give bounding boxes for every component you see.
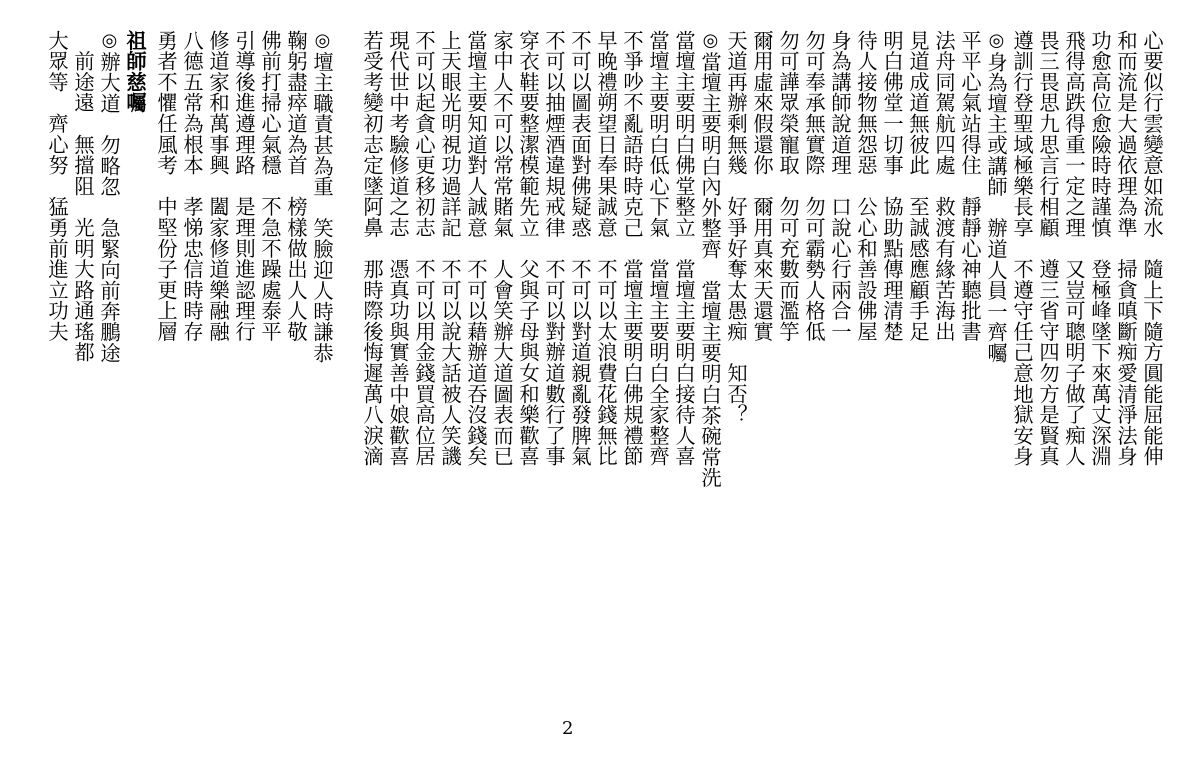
verse-phrase: 當壇主要明白內外整齊 (698, 51, 722, 260)
text-column (541, 30, 567, 467)
text-column (983, 30, 1009, 363)
verse-phrase: 當壇主要明白佛規禮節 (620, 258, 644, 467)
phrase-gap (724, 176, 748, 197)
verse-phrase: 畏三畏思九思言行相顧 (1036, 30, 1060, 238)
phrase-gap (232, 176, 256, 197)
verse-phrase: 不爭吵不亂語時時克己 (620, 30, 644, 238)
verse-phrase: 不遵守任己意地獄安身 (1010, 258, 1034, 467)
text-column (905, 30, 931, 342)
verse-phrase: 辦大道 (97, 51, 121, 114)
bullet-mark: ◎ (700, 30, 721, 52)
text-column (567, 30, 593, 467)
verse-phrase: 勿可充數而濫竽 (776, 196, 800, 342)
text-column (283, 30, 309, 342)
text-column (44, 30, 70, 342)
verse-phrase: 當壇主要明白佛堂整立 (672, 30, 696, 238)
verse-phrase: 平平心氣站得住 (958, 30, 982, 176)
verse-phrase: 不可以對道親亂發脾氣 (568, 258, 592, 467)
text-column (697, 30, 723, 488)
phrase-gap (45, 176, 69, 197)
indent-space (71, 30, 95, 51)
verse-phrase: 修道家和萬事興 (206, 30, 230, 176)
verse-phrase: 早晚禮朔望日奉果誠意 (594, 30, 618, 238)
verse-phrase: 掃貪嗔斷痴愛清淨法身 (1114, 258, 1138, 467)
phrase-gap (1036, 238, 1060, 259)
verse-phrase: 大眾等 (45, 30, 69, 93)
page-number: 2 (562, 718, 574, 739)
verse-phrase: 遵三省守四勿方是賢真 (1036, 258, 1060, 467)
verse-phrase: 救渡有緣苦海出 (932, 196, 956, 342)
text-column (1035, 30, 1061, 467)
phrase-gap (71, 113, 95, 134)
verse-phrase: 公心和善設佛屋 (854, 196, 878, 342)
text-column (385, 30, 411, 467)
phrase-gap (154, 176, 178, 197)
verse-phrase: 壇主職責甚為重 (310, 51, 334, 198)
verse-phrase: 引導後進遵理路 (232, 30, 256, 176)
text-column (723, 30, 749, 425)
text-column (359, 30, 385, 467)
verse-phrase: 知否？ (724, 362, 748, 426)
phrase-gap (1140, 238, 1164, 259)
phrase-gap (310, 197, 334, 218)
text-column (515, 30, 541, 467)
phrase-gap (258, 176, 282, 197)
verse-phrase: 八德五常為根本 (180, 30, 204, 176)
verse-phrase: 和而流是大過依理為準 (1114, 30, 1138, 238)
verse-phrase: 至誠感應顧手足 (906, 196, 930, 342)
phrase-gap (568, 238, 592, 259)
phrase-gap (854, 176, 878, 197)
verse-phrase: 爾用真來天還實 (750, 196, 774, 342)
text-column (749, 30, 775, 342)
phrase-gap (880, 176, 904, 197)
verse-phrase: 當壇主要明白茶碗常洗 (698, 280, 722, 489)
text-column (437, 30, 463, 467)
verse-phrase: 飛得高跌得重一定之理 (1062, 30, 1086, 238)
verse-phrase: 心要似行雲變意如流水 (1140, 30, 1164, 238)
verse-phrase: 天道再辦剩無幾 (724, 30, 748, 176)
phrase-gap (828, 176, 852, 197)
section-heading: 祖師慈囑 (123, 30, 147, 114)
phrase-gap (97, 114, 121, 135)
text-column (1113, 30, 1139, 467)
text-column (411, 30, 437, 467)
verse-phrase: 鞠躬盡瘁道為首 (284, 30, 308, 176)
verse-phrase: 是理則進認理行 (232, 196, 256, 342)
verse-phrase: 當壇主要明白全家整齊 (646, 258, 670, 467)
verse-phrase: 榜樣做出人人敬 (284, 196, 308, 342)
verse-phrase: 又豈可聰明子做了痴人 (1062, 258, 1086, 467)
verse-phrase: 無擋阻 (71, 133, 95, 197)
verse-phrase: 父與子母與女和樂歡喜 (516, 258, 540, 467)
verse-phrase: 身為講師說道理 (828, 30, 852, 176)
verse-phrase: 不可以太浪費花錢無比 (594, 258, 618, 467)
phrase-gap (932, 176, 956, 197)
text-column (70, 30, 96, 363)
phrase-gap (97, 197, 121, 218)
phrase-gap (386, 238, 410, 259)
phrase-gap (360, 238, 384, 259)
verse-phrase: 急緊向前奔鵬途 (97, 217, 121, 364)
phrase-gap (802, 176, 826, 197)
phrase-gap (516, 238, 540, 259)
text-column (489, 30, 515, 467)
verse-phrase: 光明大路通瑤都 (71, 217, 95, 363)
text-column (645, 30, 671, 467)
verse-phrase: 前途遠 (71, 50, 95, 114)
phrase-gap (464, 238, 488, 259)
text-column (1087, 30, 1113, 467)
bullet-mark: ◎ (99, 30, 120, 52)
verse-phrase: 勿可譁眾榮寵取 (776, 30, 800, 176)
phrase-gap (206, 176, 230, 197)
phrase-gap (284, 176, 308, 197)
verse-phrase: 中堅份子更上層 (154, 196, 178, 342)
verse-phrase: 當壇主要知道對人誠意 (464, 30, 488, 238)
text-column (96, 30, 122, 363)
phrase-gap (71, 196, 95, 217)
text-column (122, 30, 148, 113)
verse-phrase: 協助點傳理清楚 (880, 196, 904, 342)
phrase-gap (412, 238, 436, 259)
verse-phrase: 爾用虛來假還你 (750, 30, 774, 176)
verse-phrase: 不可以藉辦道吞沒錢矣 (464, 258, 488, 467)
phrase-gap (1114, 238, 1138, 259)
verse-phrase: 口說心行兩合一 (828, 196, 852, 342)
text-column (827, 30, 853, 342)
verse-phrase: 當壇主要明白接待人喜 (672, 258, 696, 467)
phrase-gap (906, 176, 930, 197)
verse-phrase: 明白佛堂一切事 (880, 30, 904, 176)
text-column (1009, 30, 1035, 467)
phrase-gap (542, 238, 566, 259)
phrase-gap (776, 176, 800, 197)
verse-phrase: 勿可奉承無實際 (802, 30, 826, 176)
verse-phrase: 見道成道無彼此 (906, 30, 930, 176)
verse-phrase: 不可以起貪心更移初志 (412, 30, 436, 238)
verse-phrase: 隨上下隨方圓能屈能伸 (1140, 258, 1164, 467)
text-column (1139, 30, 1165, 467)
verse-phrase: 不可以抽煙酒違規戒律 (542, 30, 566, 238)
verse-phrase: 那時際後悔遲萬八淚滴 (360, 258, 384, 467)
verse-phrase: 人會笑辦大道圖表而已 (490, 258, 514, 467)
phrase-gap (750, 176, 774, 197)
text-column (309, 30, 335, 363)
text-column (1061, 30, 1087, 467)
text-column (179, 30, 205, 342)
phrase-gap (45, 92, 69, 113)
phrase-gap (984, 197, 1008, 218)
verse-phrase: 不可以說大話被人笑譏 (438, 258, 462, 467)
phrase-gap (1088, 238, 1112, 259)
verse-phrase: 齊心努 (45, 113, 69, 176)
verse-phrase: 好爭好奪太愚痴 (724, 196, 748, 342)
verse-phrase: 遵訓行登聖域極樂長享 (1010, 30, 1034, 238)
bullet-mark: ◎ (312, 30, 333, 52)
text-column (931, 30, 957, 342)
verse-phrase: 勇者不懼任風考 (154, 30, 178, 176)
verse-phrase: 若受考變初志定墜阿鼻 (360, 30, 384, 238)
bullet-mark: ◎ (986, 30, 1007, 52)
verse-phrase: 穿衣鞋要整潔模範先立 (516, 30, 540, 238)
verse-phrase: 靜靜心神聽批書 (958, 196, 982, 342)
phrase-gap (438, 238, 462, 259)
text-column (853, 30, 879, 342)
text-column (957, 30, 983, 342)
phrase-gap (1062, 238, 1086, 259)
verse-phrase: 待人接物無怨惡 (854, 30, 878, 176)
text-column (801, 30, 827, 342)
verse-phrase: 孝悌忠信時時存 (180, 196, 204, 342)
verse-phrase: 上天眼光明視功過詳記 (438, 30, 462, 238)
text-column (205, 30, 231, 342)
text-column (593, 30, 619, 467)
phrase-gap (180, 176, 204, 197)
phrase-gap (1010, 238, 1034, 259)
verse-phrase: 功愈高位愈險時時謹慎 (1088, 30, 1112, 238)
phrase-gap (698, 259, 722, 280)
verse-phrase: 登極峰墜下來萬丈深淵 (1088, 258, 1112, 467)
verse-phrase: 佛前打掃心氣穩 (258, 30, 282, 176)
verse-phrase: 勿略忽 (97, 134, 121, 198)
verse-phrase: 猛勇前進立功夫 (45, 196, 69, 342)
verse-phrase: 辦道人員一齊囑 (984, 217, 1008, 364)
text-column (619, 30, 645, 467)
verse-phrase: 法舟同駕航四處 (932, 30, 956, 176)
verse-phrase: 現代世中考驗修道之志 (386, 30, 410, 238)
verse-phrase: 勿可霸勢人格低 (802, 196, 826, 342)
text-column (671, 30, 697, 467)
verse-phrase: 笑臉迎人時謙恭 (310, 217, 334, 364)
text-column (463, 30, 489, 467)
text-column (775, 30, 801, 342)
verse-phrase: 不急不躁處泰平 (258, 196, 282, 342)
verse-phrase: 憑真功與實善中娘歡喜 (386, 258, 410, 467)
text-column (879, 30, 905, 342)
text-column (257, 30, 283, 342)
phrase-gap (490, 238, 514, 259)
phrase-gap (620, 238, 644, 259)
verse-phrase: 闔家修道樂融融 (206, 196, 230, 342)
text-column (153, 30, 179, 342)
text-column (231, 30, 257, 342)
verse-phrase: 不可以圖表面對佛疑惑 (568, 30, 592, 238)
phrase-gap (646, 238, 670, 259)
verse-phrase: 當壇主要明白低心下氣 (646, 30, 670, 238)
phrase-gap (958, 176, 982, 197)
verse-phrase: 家中人不可以常常賭氣 (490, 30, 514, 238)
verse-phrase: 不可以對辦道數行了事 (542, 258, 566, 467)
verse-phrase: 身為壇主或講師 (984, 51, 1008, 198)
phrase-gap (672, 238, 696, 259)
verse-phrase: 不可以用金錢買高位居 (412, 258, 436, 467)
phrase-gap (724, 342, 748, 363)
phrase-gap (594, 238, 618, 259)
